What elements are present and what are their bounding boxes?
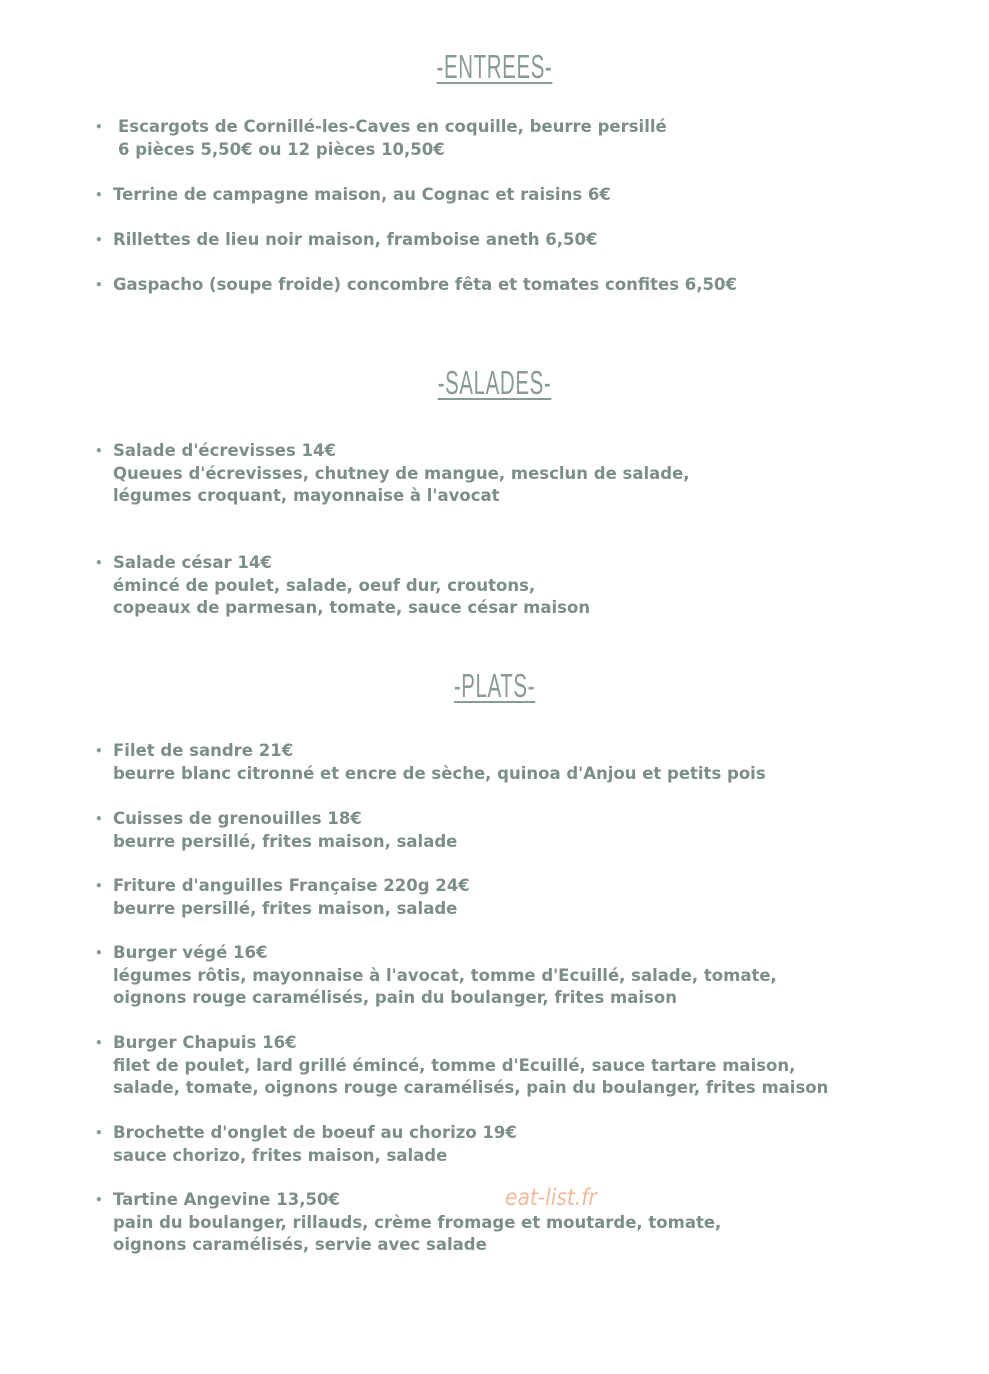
item-title: Gaspacho (soupe froide) concombre fêta et tomates confites 6,50€ (113, 275, 737, 294)
item-description: légumes rôtis, mayonnaise à l'avocat, tomme d'Ecuillé, salade, tomate, (113, 965, 777, 985)
section-title-entrees: -ENTREES- (436, 48, 553, 85)
watermark: eat-list.fr (505, 1185, 597, 1211)
item-title: Cuisses de grenouilles 18€ (113, 809, 362, 828)
item-description: 6 pièces 5,50€ ou 12 pièces 10,50€ (118, 139, 445, 159)
item-title: Tartine Angevine 13,50€ (113, 1190, 340, 1209)
menu-item-salade-cesar (95, 552, 591, 620)
item-title: Escargots de Cornillé-les-Caves en coquille, beurre persillé (118, 117, 667, 136)
item-description: beurre blanc citronné et encre de sèche, quinoa d'Anjou et petits pois (113, 763, 766, 783)
bullet-icon: • (95, 120, 103, 134)
item-title: Brochette d'onglet de boeuf au chorizo 19€ (113, 1123, 517, 1142)
item-description: émincé de poulet, salade, oeuf dur, croutons, (113, 575, 536, 595)
menu-item-friture-anguilles (95, 875, 470, 920)
bullet-icon: • (95, 946, 103, 960)
bullet-icon: • (95, 1036, 103, 1050)
bullet-icon: • (95, 744, 103, 758)
item-description: oignons caramélisés, servie avec salade (113, 1235, 487, 1254)
section-title-salades: -SALADES- (437, 364, 552, 401)
item-title: Burger végé 16€ (113, 943, 268, 962)
item-description: copeaux de parmesan, tomate, sauce césar maison (113, 598, 591, 617)
item-title: Terrine de campagne maison, au Cognac et raisins 6€ (113, 185, 611, 204)
bullet-icon: • (95, 278, 103, 292)
section-title-plats: -PLATS- (453, 667, 536, 704)
item-description: beurre persillé, frites maison, salade (113, 831, 458, 851)
bullet-icon: • (95, 1193, 103, 1207)
item-description: sauce chorizo, frites maison, salade (113, 1145, 448, 1165)
bullet-icon: • (95, 812, 103, 826)
bullet-icon: • (95, 556, 103, 570)
menu-item-gaspacho (95, 274, 737, 297)
item-title: Salade d'écrevisses 14€ (113, 441, 336, 460)
item-description: filet de poulet, lard grillé émincé, tomme d'Ecuillé, sauce tartare maison, (113, 1055, 796, 1075)
menu-item-rillettes (95, 229, 598, 252)
bullet-icon: • (95, 188, 103, 202)
bullet-icon: • (95, 444, 103, 458)
item-description: salade, tomate, oignons rouge caramélisés, pain du boulanger, frites maison (113, 1078, 829, 1097)
item-title: Filet de sandre 21€ (113, 741, 294, 760)
item-description: oignons rouge caramélisés, pain du boulanger, frites maison (113, 988, 677, 1007)
item-title: Salade césar 14€ (113, 553, 272, 572)
item-description: beurre persillé, frites maison, salade (113, 898, 458, 918)
item-title: Rillettes de lieu noir maison, framboise aneth 6,50€ (113, 230, 598, 249)
menu-item-terrine (95, 184, 611, 207)
menu-item-burger-vege (95, 942, 777, 1010)
bullet-icon: • (95, 879, 103, 893)
menu-item-escargots (95, 116, 667, 161)
menu-item-tartine-angevine (95, 1189, 722, 1257)
item-description: Queues d'écrevisses, chutney de mangue, mesclun de salade, (113, 463, 690, 483)
menu-item-filet-sandre (95, 740, 766, 785)
menu-item-salade-ecrevisses (95, 440, 690, 508)
item-title: Friture d'anguilles Française 220g 24€ (113, 876, 470, 895)
menu-item-cuisses-grenouilles (95, 808, 458, 853)
item-description: légumes croquant, mayonnaise à l'avocat (113, 486, 500, 505)
bullet-icon: • (95, 1126, 103, 1140)
item-title: Burger Chapuis 16€ (113, 1033, 297, 1052)
menu-item-burger-chapuis (95, 1032, 829, 1100)
item-description: pain du boulanger, rillauds, crème fromage et moutarde, tomate, (113, 1212, 722, 1232)
menu-item-brochette-onglet (95, 1122, 517, 1167)
bullet-icon: • (95, 233, 103, 247)
